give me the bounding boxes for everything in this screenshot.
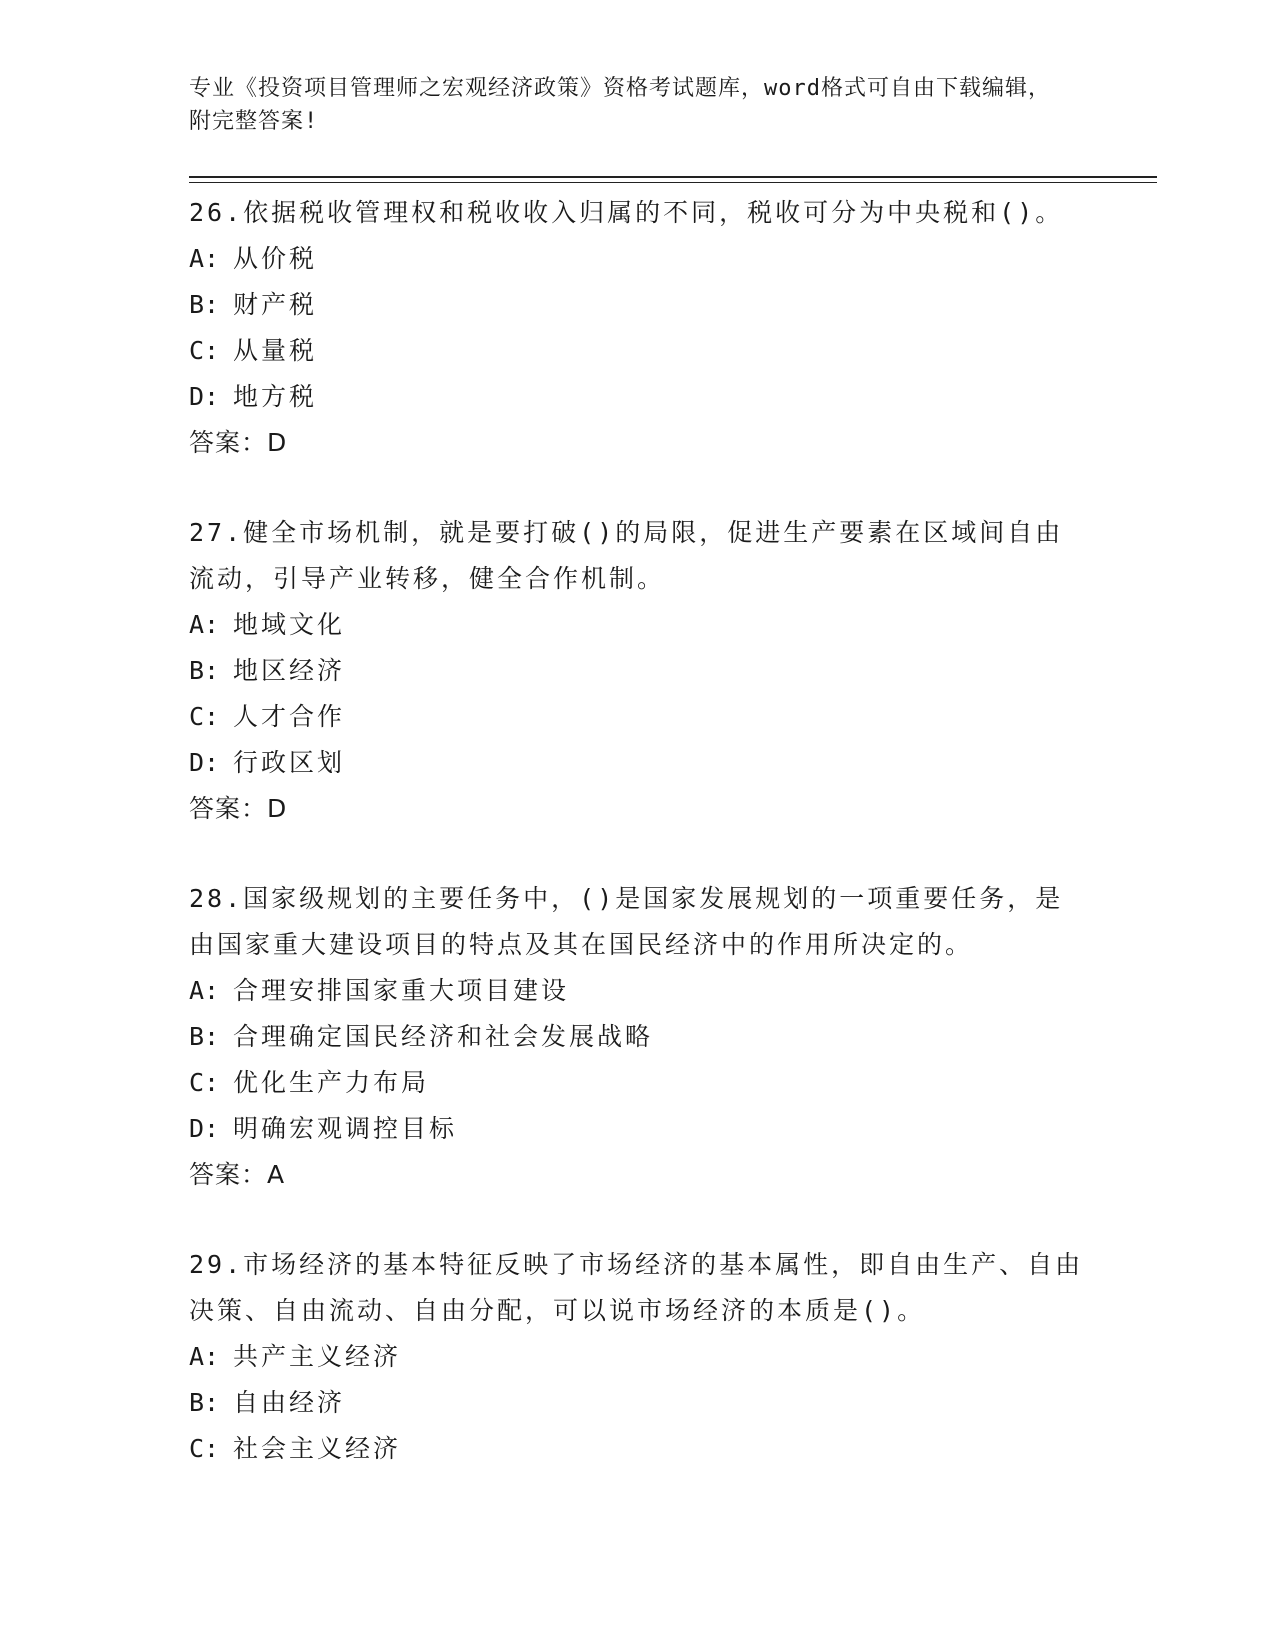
answer-line: [189, 420, 1089, 466]
header-divider-bottom: [189, 182, 1157, 183]
option-b: [189, 1380, 1089, 1426]
option-letter: A:: [189, 610, 220, 639]
option-a: [189, 1334, 1089, 1380]
option-letter: D:: [189, 1114, 220, 1143]
header-divider-top: [189, 176, 1157, 178]
question-stem: 28.国家级规划的主要任务中，()是国家发展规划的一项重要任务，是由国家重大建设项目的特点及其在国民经济中的作用所决定的。: [189, 884, 1064, 959]
answer-line: [189, 786, 1089, 832]
option-text: 地域文化: [233, 610, 346, 639]
option-c: [189, 1060, 1089, 1106]
option-letter: B:: [189, 290, 220, 319]
answer-value: D: [267, 428, 288, 457]
question-26: [189, 190, 1089, 466]
option-text: 地区经济: [233, 656, 346, 685]
question-stem: 27.健全市场机制，就是要打破()的局限，促进生产要素在区域间自由流动，引导产业转移，健全合作机制。: [189, 518, 1064, 593]
option-text: 优化生产力布局: [233, 1068, 430, 1097]
option-letter: C:: [189, 702, 220, 731]
option-text: 财产税: [233, 290, 318, 319]
option-letter: C:: [189, 1068, 220, 1097]
question-28: [189, 876, 1089, 1198]
option-text: 合理安排国家重大项目建设: [233, 976, 570, 1005]
option-text: 从价税: [233, 244, 318, 273]
option-letter: B:: [189, 656, 220, 685]
option-letter: B:: [189, 1388, 220, 1417]
question-list: [189, 190, 1089, 1516]
option-a: [189, 236, 1089, 282]
option-text: 明确宏观调控目标: [233, 1114, 458, 1143]
option-text: 共产主义经济: [233, 1342, 402, 1371]
option-text: 社会主义经济: [233, 1434, 402, 1463]
option-letter: A:: [189, 244, 220, 273]
question-29: [189, 1242, 1089, 1472]
option-b: [189, 1014, 1089, 1060]
option-letter: D:: [189, 382, 220, 411]
answer-label: 答案：: [189, 428, 268, 457]
option-b: [189, 282, 1089, 328]
question-stem: 26.依据税收管理权和税收收入归属的不同，税收可分为中央税和()。: [189, 198, 1064, 227]
option-d: [189, 374, 1089, 420]
question-27: [189, 510, 1089, 832]
document-header: 专业《投资项目管理师之宏观经济政策》资格考试题库，word格式可自由下载编辑，附完整答案!: [189, 76, 1051, 134]
option-c: [189, 694, 1089, 740]
option-text: 从量税: [233, 336, 318, 365]
option-letter: C:: [189, 1434, 220, 1463]
option-text: 人才合作: [233, 702, 346, 731]
option-letter: A:: [189, 976, 220, 1005]
option-text: 自由经济: [233, 1388, 346, 1417]
option-letter: C:: [189, 336, 220, 365]
option-a: [189, 602, 1089, 648]
option-d: [189, 1106, 1089, 1152]
question-stem: 29.市场经济的基本特征反映了市场经济的基本属性，即自由生产、自由决策、自由流动、自由分配，可以说市场经济的本质是()。: [189, 1250, 1084, 1325]
option-b: [189, 648, 1089, 694]
option-c: [189, 1426, 1089, 1472]
option-letter: B:: [189, 1022, 220, 1051]
option-text: 合理确定国民经济和社会发展战略: [233, 1022, 654, 1051]
answer-label: 答案：: [189, 794, 268, 823]
option-d: [189, 740, 1089, 786]
answer-label: 答案：: [189, 1160, 268, 1189]
answer-line: [189, 1152, 1089, 1198]
answer-value: A: [267, 1160, 286, 1189]
option-text: 地方税: [233, 382, 318, 411]
option-c: [189, 328, 1089, 374]
option-text: 行政区划: [233, 748, 346, 777]
answer-value: D: [267, 794, 288, 823]
option-a: [189, 968, 1089, 1014]
option-letter: A:: [189, 1342, 220, 1371]
option-letter: D:: [189, 748, 220, 777]
